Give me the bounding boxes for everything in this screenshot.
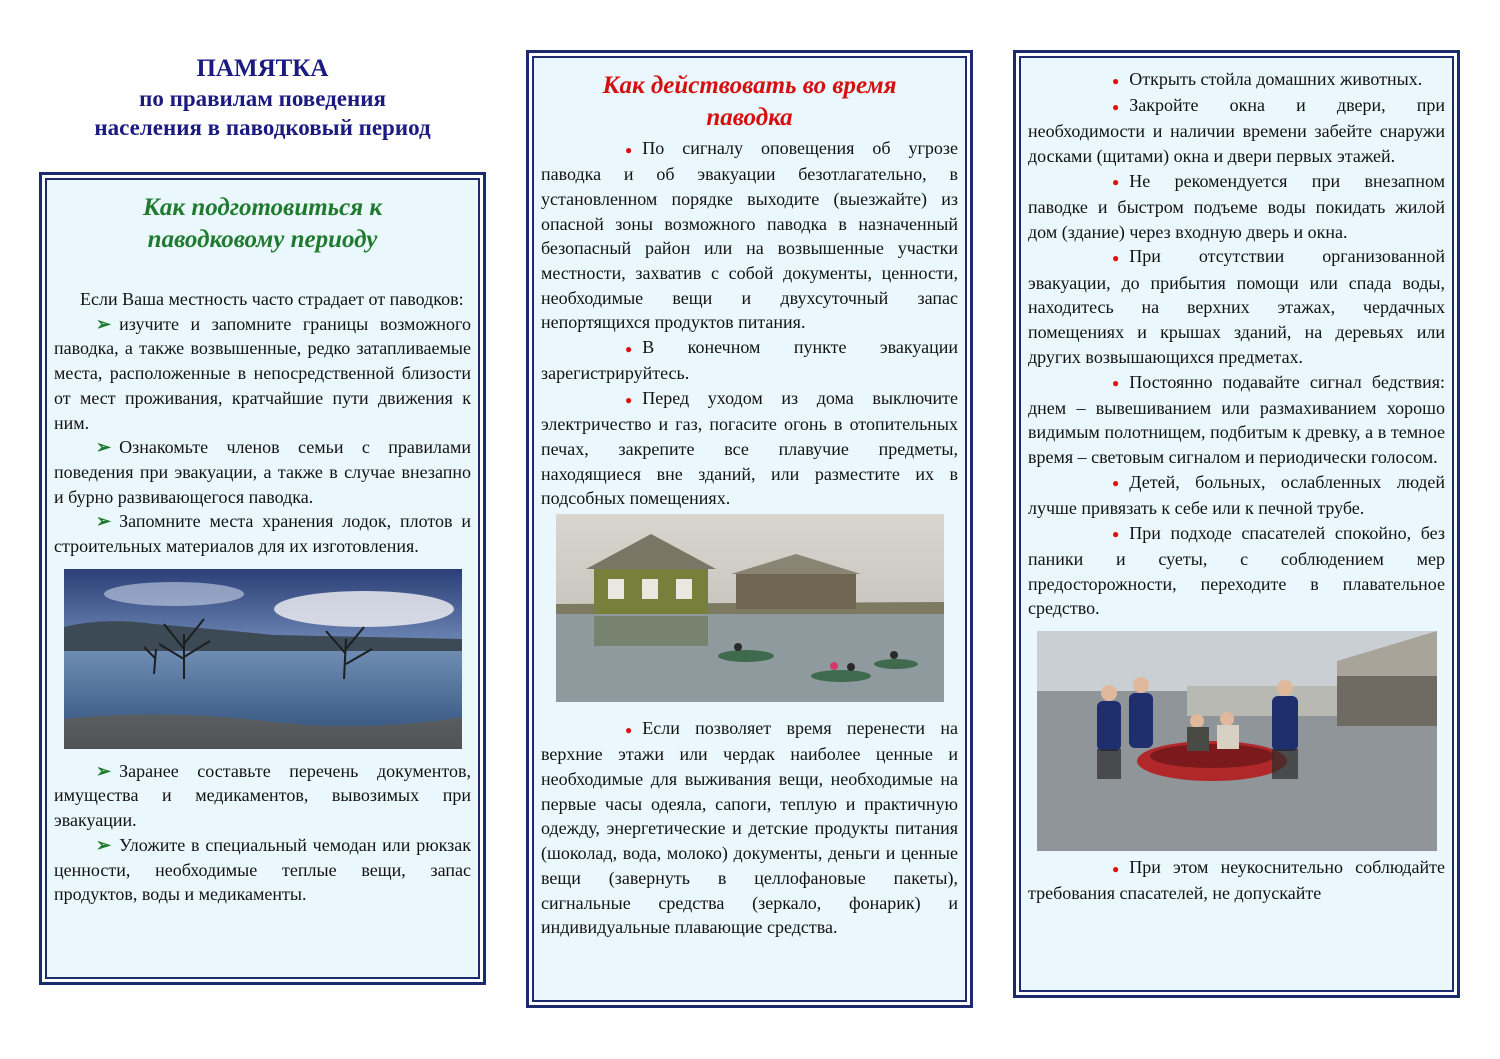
list-item-text: Постоянно подавайте сигнал бедствия: днем – вывешиванием или размахиванием хорошо видимым полотнищем, подбитым к древку, а в темное время – световым сигналом и периодически голосом. — [1028, 371, 1445, 468]
check-arrow-icon: ➢ — [96, 313, 112, 334]
list-item-text: Закройте окна и двери, при необходимости и наличии времени забейте снаружи досками (щитами) окна и двери первых этажей. — [1028, 95, 1445, 167]
list-item-text: При отсутствии организованной эвакуации, до прибытия помощи или спада воды, находитесь на верхних этажах, чердачных помещениях и крышах зданий, на деревьях или других возвышающихся предметах. — [1028, 246, 1445, 367]
panel-rescue — [1013, 50, 1460, 998]
bullet-icon: ● — [1112, 250, 1120, 265]
list-item — [541, 386, 958, 511]
bullet-icon: ● — [1112, 861, 1120, 876]
list-item-text: Запомните места хранения лодок, плотов и строительных материалов для их изготовления. — [54, 511, 471, 557]
rescue-boat-image — [1037, 631, 1437, 851]
list-item — [541, 716, 958, 940]
list-item-text: Если позволяет время перенести на верхние этажи или чердак наиболее ценные и необходимые для выживания вещи, необходимые на первые часы одеяла, сапоги, теплую и практичную одежду, энергетические и детские продукты питания (шоколад, вода, молоко) документы, деньги и ценные вещи (завернуть в целлофановые пакеты), сигнальные средства (зеркало, фонарик) и индивидуальные плавающие средства. — [541, 718, 958, 938]
bullet-icon: ● — [625, 392, 633, 407]
check-arrow-icon: ➢ — [96, 760, 112, 781]
leaflet-subtitle-line1: по правилам поведения — [139, 86, 386, 111]
panel-rescue-inner — [1019, 56, 1454, 992]
list-item-text: изучите и запомните границы возможного паводка, а также возвышенные, редко затапливаемые места, расположенные в непосредственной близости от мест проживания, кратчайшие пути движения к ним. — [54, 313, 471, 433]
list-item-text: При подходе спасателей спокойно, без паники и суеты, с соблюдением мер предосторожности, переходите в плавательное средство. — [1028, 522, 1445, 619]
check-arrow-icon: ➢ — [96, 834, 112, 855]
panel-preparation-heading — [47, 192, 478, 256]
bullet-icon: ● — [1112, 99, 1120, 114]
panel-preparation-inner — [45, 178, 480, 979]
bullet-icon: ● — [1112, 73, 1120, 88]
list-item-text: При этом неукоснительно соблюдайте требования спасателей, не допускайте — [1028, 857, 1445, 904]
list-item-text: Перед уходом из дома выключите электричество и газ, погасите огонь в отопительных печах, закрепите все плавучие предметы, находящиеся вне зданий, или разместите их в подсобных помещениях. — [541, 388, 958, 509]
list-item-text: По сигналу оповещения об угрозе паводка и об эвакуации безотлагательно, в установленном порядке выходите (выезжайте) из опасной зоны возможного паводка в назначенный безопасный район или на возвышенные участки местности, захватив с собой документы, ценности, необходимые вещи и двухсуточный запас непортящихся продуктов питания. — [541, 138, 958, 333]
flooded-landscape-image — [64, 569, 462, 749]
list-item-text: Заранее составьте перечень документов, имущества и медикаментов, вывозимых при эвакуации. — [54, 760, 471, 831]
panel-preparation-body — [47, 287, 478, 907]
list-item — [1028, 244, 1445, 369]
bullet-icon: ● — [1112, 527, 1120, 542]
list-item-text: Не рекомендуется при внезапном паводке и быстром подъеме воды покидать жилой дом (здание) через входную дверь и окна. — [1028, 170, 1445, 242]
panel-rescue-body — [1021, 58, 1452, 906]
list-item — [541, 335, 958, 386]
list-item — [1028, 93, 1445, 169]
list-item — [541, 136, 958, 335]
bullet-icon: ● — [1112, 376, 1120, 391]
list-item — [1028, 521, 1445, 621]
intro-text — [54, 287, 471, 312]
list-item-text: Уложите в специальный чемодан или рюкзак ценности, необходимые теплые вещи, запас продуктов, воды и медикаменты. — [54, 834, 471, 905]
intro-span: Если Ваша местность часто страдает от паводков: — [80, 289, 464, 309]
heading-line2: паводковому периоду — [147, 226, 378, 253]
list-item — [1028, 67, 1445, 93]
check-arrow-icon: ➢ — [96, 511, 112, 532]
flooded-house-image — [556, 514, 944, 702]
bullet-icon: ● — [625, 722, 633, 737]
list-item-text: Ознакомьте членов семьи с правилами поведения при эвакуации, а также в случае внезапно и бурно развивающегося паводка. — [54, 437, 471, 507]
list-item — [1028, 470, 1445, 521]
heading-line2: паводка — [706, 104, 793, 131]
heading-line1: Как подготовиться к — [142, 194, 383, 221]
list-item-text: Детей, больных, ослабленных людей лучше привязать к себе или к печной трубе. — [1028, 471, 1445, 519]
panel-during-flood — [526, 50, 973, 1008]
bullet-icon: ● — [1112, 175, 1120, 190]
check-arrow-icon: ➢ — [96, 437, 112, 458]
bullet-icon: ● — [1112, 476, 1120, 491]
list-item — [54, 435, 471, 509]
leaflet-title-block — [40, 54, 485, 142]
panel-preparation — [39, 172, 486, 985]
list-item — [54, 759, 471, 833]
list-item — [1028, 169, 1445, 245]
leaflet-subtitle-line2: населения в паводковый период — [94, 115, 431, 140]
heading-line1: Как действовать во время — [602, 72, 897, 99]
list-item — [54, 833, 471, 907]
list-item — [54, 509, 471, 558]
list-item — [54, 312, 471, 436]
bullet-icon: ● — [625, 341, 633, 356]
list-item — [1028, 370, 1445, 470]
panel-during-flood-heading — [534, 70, 965, 134]
panel-during-flood-inner — [532, 56, 967, 1002]
panel-during-flood-body — [534, 136, 965, 940]
list-item-text: В конечном пункте эвакуации зарегистрируйтесь. — [541, 337, 958, 384]
leaflet-title: ПАМЯТКА — [196, 55, 329, 82]
bullet-icon: ● — [625, 142, 633, 157]
list-item — [1028, 855, 1445, 906]
list-item-text: Открыть стойла домашних животных. — [1129, 69, 1423, 89]
